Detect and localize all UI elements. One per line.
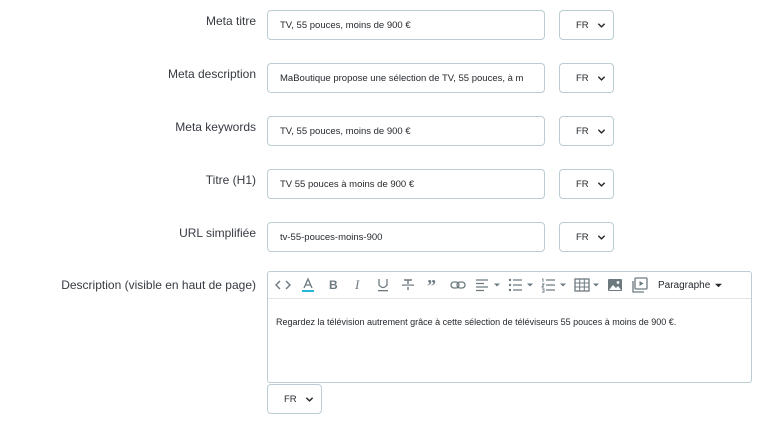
lang-value: FR xyxy=(576,125,589,137)
lang-value: FR xyxy=(576,178,589,190)
table-icon[interactable] xyxy=(573,275,599,295)
meta-description-label: Meta description xyxy=(167,67,256,81)
h1-title-input[interactable]: TV 55 pouces à moins de 900 € xyxy=(267,169,545,199)
bullet-list-icon[interactable] xyxy=(507,275,533,295)
strikethrough-icon[interactable] xyxy=(399,275,417,295)
numbered-list-icon[interactable] xyxy=(540,275,566,295)
bold-icon[interactable] xyxy=(324,275,342,295)
chevron-down-icon xyxy=(597,74,606,83)
meta-title-input[interactable]: TV, 55 pouces, moins de 900 € xyxy=(267,10,545,40)
chevron-down-icon xyxy=(597,180,606,189)
description-lang-select[interactable] xyxy=(267,384,322,414)
description-editor xyxy=(267,271,752,383)
lang-value: FR xyxy=(284,393,297,405)
h1-title-lang-select[interactable] xyxy=(559,169,614,199)
link-icon[interactable] xyxy=(449,275,467,295)
code-icon[interactable] xyxy=(274,275,292,295)
chevron-down-icon xyxy=(597,127,606,136)
lang-value: FR xyxy=(576,72,589,84)
format-select[interactable] xyxy=(658,280,722,291)
caret-down-icon xyxy=(715,282,722,289)
underline-icon[interactable] xyxy=(374,275,392,295)
meta-title-lang-select[interactable] xyxy=(559,10,614,40)
media-icon[interactable] xyxy=(631,275,649,295)
friendly-url-lang-select[interactable] xyxy=(559,222,614,252)
chevron-down-icon xyxy=(597,21,606,30)
meta-keywords-label: Meta keywords xyxy=(175,120,256,134)
h1-title-label: Titre (H1) xyxy=(205,173,256,187)
chevron-down-icon xyxy=(305,395,314,404)
editor-toolbar xyxy=(268,272,751,299)
text-color-icon[interactable] xyxy=(299,275,317,295)
align-left-icon[interactable] xyxy=(474,275,500,295)
italic-icon[interactable] xyxy=(349,275,367,295)
meta-title-label: Meta titre xyxy=(205,14,256,28)
meta-description-input[interactable]: MaBoutique propose une sélection de TV, 55 pouces, à m xyxy=(267,63,545,93)
friendly-url-input[interactable]: tv-55-pouces-moins-900 xyxy=(267,222,545,252)
format-select-label: Paragraphe xyxy=(658,279,711,291)
meta-keywords-input[interactable]: TV, 55 pouces, moins de 900 € xyxy=(267,116,545,146)
friendly-url-label: URL simplifiée xyxy=(179,226,256,240)
meta-keywords-lang-select[interactable] xyxy=(559,116,614,146)
meta-description-lang-select[interactable] xyxy=(559,63,614,93)
svg-text:I: I xyxy=(355,277,360,292)
svg-text:B: B xyxy=(329,278,338,292)
lang-value: FR xyxy=(576,231,589,243)
description-label: Description (visible en haut de page) xyxy=(61,278,256,292)
lang-value: FR xyxy=(576,19,589,31)
editor-content[interactable]: Regardez la télévision autrement grâce à cette sélection de téléviseurs 55 pouces à moins de 900 €. xyxy=(276,317,677,327)
svg-text:”: ” xyxy=(427,277,436,293)
image-icon[interactable] xyxy=(606,275,624,295)
blockquote-icon[interactable] xyxy=(424,275,442,295)
chevron-down-icon xyxy=(597,233,606,242)
